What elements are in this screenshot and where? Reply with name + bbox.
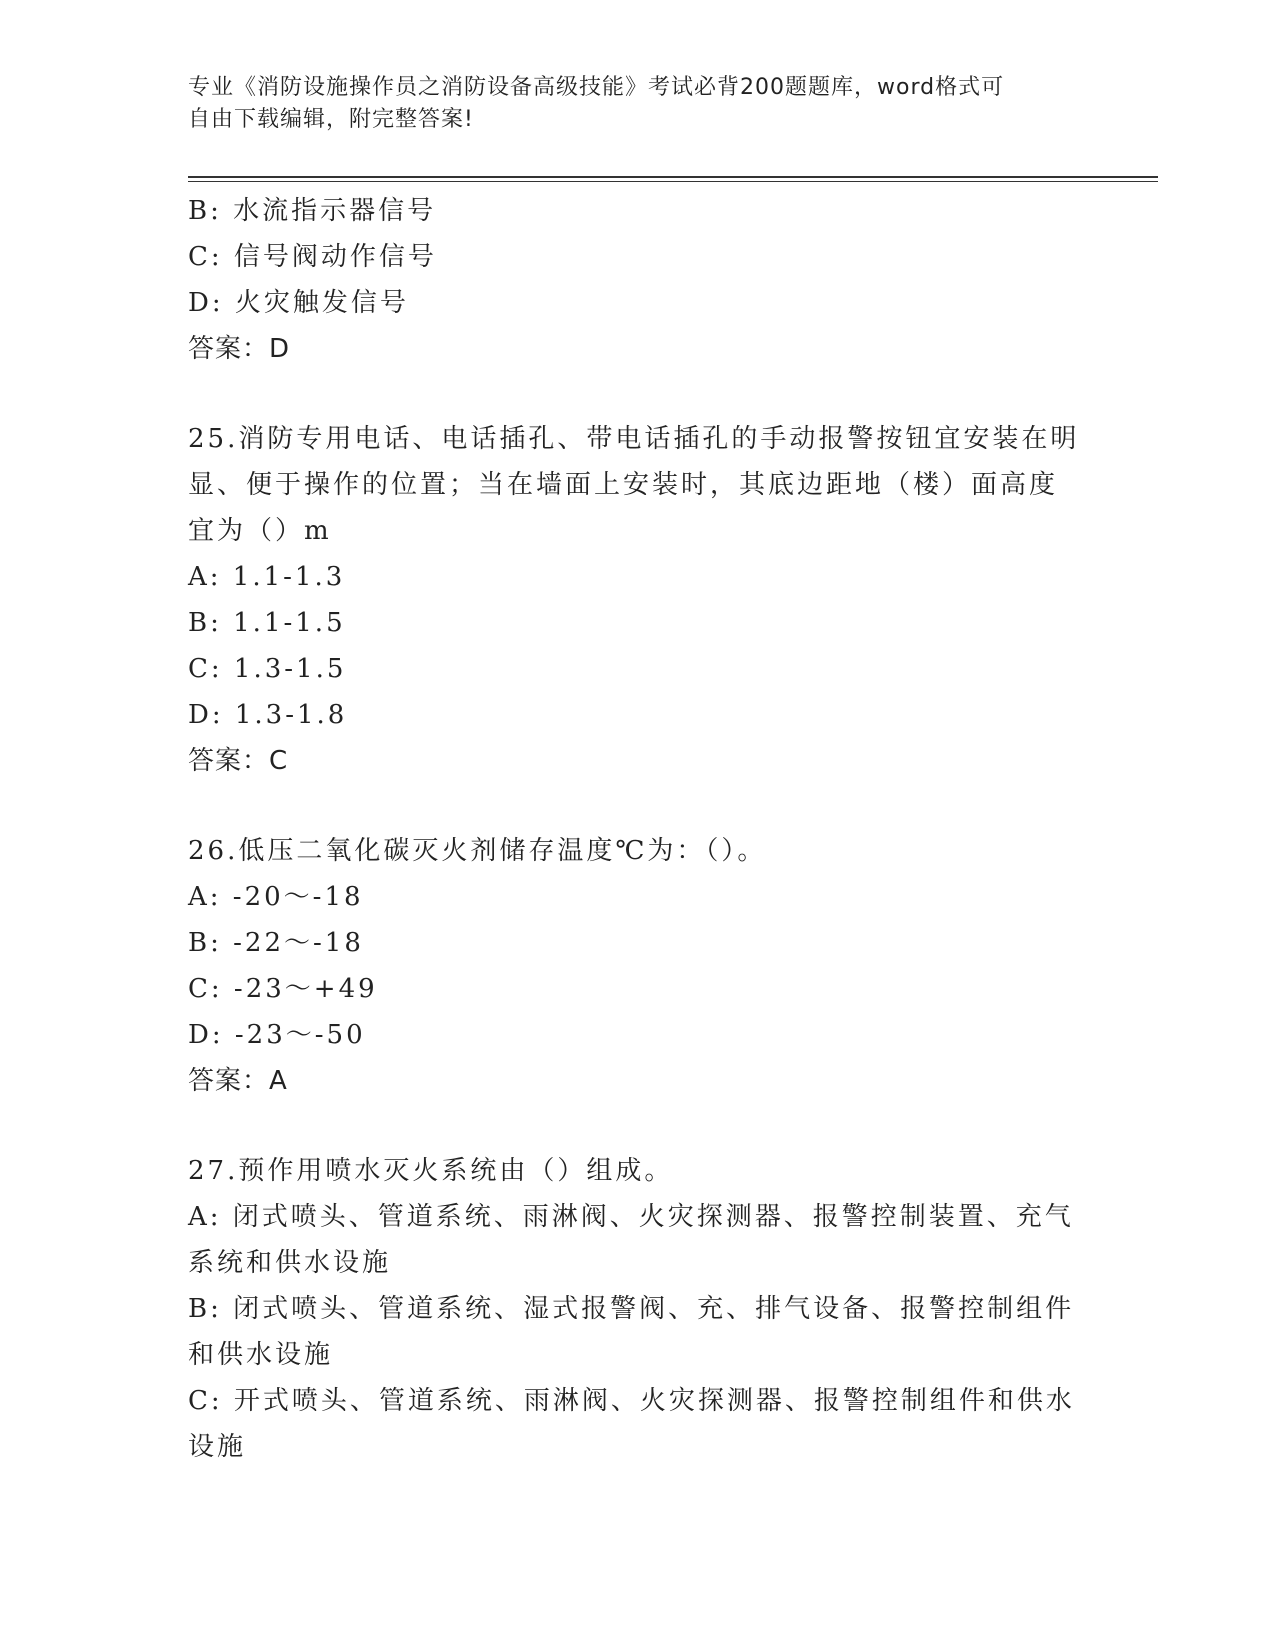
question-24-option-d: D: 火灾触发信号 — [188, 288, 409, 318]
question-25-stem-line-3: 宜为（）m — [188, 516, 332, 546]
header-divider-thick — [188, 176, 1158, 178]
question-25 — [188, 416, 1078, 784]
spacer — [188, 784, 1078, 828]
question-24-option-b: B: 水流指示器信号 — [188, 196, 437, 226]
question-26-option-a: A: -20～-18 — [188, 882, 364, 912]
question-27-option-c-line-2: 设施 — [188, 1432, 247, 1462]
question-24-tail — [188, 188, 1078, 372]
question-27 — [188, 1148, 1078, 1470]
question-27-option-a-line-1: A: 闭式喷头、管道系统、雨淋阀、火灾探测器、报警控制装置、充气 — [188, 1202, 1074, 1232]
question-26-option-c: C: -23～+49 — [188, 974, 378, 1004]
question-26-answer: 答案：A — [188, 1066, 288, 1096]
question-26 — [188, 828, 1078, 1104]
question-27-option-b-line-1: B: 闭式喷头、管道系统、湿式报警阀、充、排气设备、报警控制组件 — [188, 1294, 1075, 1324]
spacer — [188, 372, 1078, 416]
document-body — [188, 188, 1078, 1470]
header-line-2: 自由下载编辑，附完整答案! — [188, 107, 474, 132]
question-26-stem: 26.低压二氧化碳灭火剂储存温度℃为：（）。 — [188, 836, 767, 866]
question-27-stem: 27.预作用喷水灭火系统由（）组成。 — [188, 1156, 674, 1186]
spacer — [188, 1104, 1078, 1148]
question-25-answer: 答案：C — [188, 746, 289, 776]
question-27-option-b-line-2: 和供水设施 — [188, 1340, 334, 1370]
question-27-option-c-line-1: C: 开式喷头、管道系统、雨淋阀、火灾探测器、报警控制组件和供水 — [188, 1386, 1075, 1416]
question-27-option-a-line-2: 系统和供水设施 — [188, 1248, 392, 1278]
question-25-option-d: D: 1.3-1.8 — [188, 700, 348, 730]
question-25-option-a: A: 1.1-1.3 — [188, 562, 346, 592]
question-24-option-c: C: 信号阀动作信号 — [188, 242, 437, 272]
question-25-stem-line-1: 25.消防专用电话、电话插孔、带电话插孔的手动报警按钮宜安装在明 — [188, 424, 1080, 454]
question-25-option-c: C: 1.3-1.5 — [188, 654, 347, 684]
question-25-stem-line-2: 显、便于操作的位置；当在墙面上安装时，其底边距地（楼）面高度 — [188, 470, 1059, 500]
question-25-option-b: B: 1.1-1.5 — [188, 608, 346, 638]
question-26-option-d: D: -23～-50 — [188, 1020, 366, 1050]
question-24-answer: 答案：D — [188, 334, 291, 364]
header-divider-thin — [188, 181, 1158, 182]
question-26-option-b: B: -22～-18 — [188, 928, 364, 958]
page-header — [188, 72, 1088, 136]
header-line-1: 专业《消防设施操作员之消防设备高级技能》考试必背200题题库，word格式可 — [188, 75, 1005, 100]
